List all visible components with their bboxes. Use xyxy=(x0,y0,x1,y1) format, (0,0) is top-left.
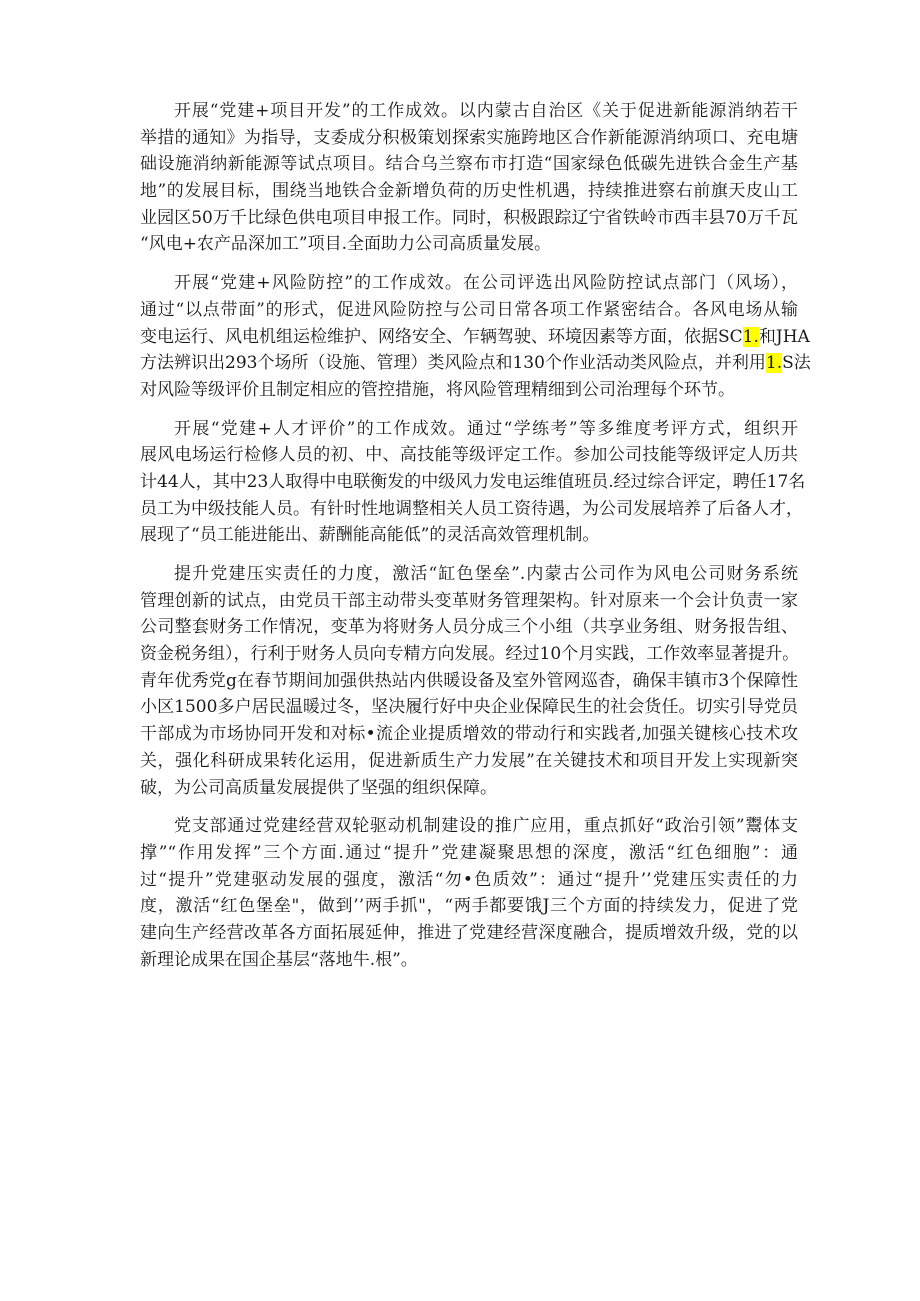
paragraph-dual-drive xyxy=(140,813,798,973)
text-line: 度，激活“红色堡垒"，做到’’两手抓"，“两手都要饿J三个方面的持续发力，促进了党 xyxy=(140,896,798,917)
text-line: 新理论成果在国企基层“落地牛.根”。 xyxy=(140,949,418,970)
text-line: 员工为中级技能人员。有针时性地调整相关人员工资待遇，为公司发展培养了后备人才， xyxy=(140,498,803,519)
text-line-with-highlight xyxy=(140,324,810,351)
text-line: 资金税务组），行利于财务人员向专精方向发展。经过10个月实践，工作效率显著提升。 xyxy=(140,644,800,665)
text-line: 提升党建压实责任的力度，激活“缸色堡垒”.内蒙古公司作为风电公司财务系统 xyxy=(174,564,798,584)
text-line: 举措的通知》为指导，支委成分积极策划探索实施跨地区合作新能源消纳项口、充电塘 xyxy=(140,127,798,148)
text-line: 开展“党建+人才评价”的工作成效。通过“学练考”等多维度考评方式，组织开 xyxy=(174,418,798,439)
paragraph-responsibility xyxy=(140,561,798,801)
text-line: 公司整套财务工作情况，变革为将财务人员分成三个小组（共享业务组、财务报告组、 xyxy=(140,617,798,638)
text-line: 础设施消纳新能源等试点项目。结合乌兰察布市打造“国家绿色低碳先进铁合金生产基 xyxy=(140,154,798,175)
text-line: 计44人，其中23人取得中电联衡发的中级风力发电运维值班员.经过综合评定，聘任17名 xyxy=(140,471,806,492)
highlighted-text: 1. xyxy=(742,326,759,347)
text-line: 展现了“员工能进能出、薪酬能高能低”的灵活高效管理机制。 xyxy=(140,525,600,546)
paragraph-project-development xyxy=(140,98,798,258)
text-line: 展风电场运行检修人员的初、中、高技能等级评定工作。参加公司技能等级评定人历共 xyxy=(140,445,798,466)
highlighted-text: 1. xyxy=(765,353,783,374)
text-line: 业园区50万千比绿色供电项目申报工作。同时，积极跟踪辽宁省铁岭市西丰县70万千瓦 xyxy=(140,207,798,228)
text-line: 过“提升”党建驱动发展的强度，激活“勿•色质效”：通过“提升’’党建压实责任的力 xyxy=(140,869,798,890)
text-segment: 变电运行、风电机组运检维护、网络安全、乍辆驾驶、环境因素等方面，依据SC xyxy=(140,326,743,347)
text-line: 开展“党建+项目开发”的工作成效。以内蒙古自治区《关于促进新能源消纳若干 xyxy=(174,101,798,121)
text-line: 党支部通过党建经营双轮驱动机制建设的推广应用，重点抓好“政治引领”鬻体支 xyxy=(174,816,798,837)
text-line: 对风险等级评价且制定相应的管控措施，将风险管理精细到公司治理每个环节。 xyxy=(140,379,735,400)
text-segment: 和JHA xyxy=(758,326,810,347)
text-line: 小区1500多户居民温暖过冬，坚决履行好中央企业保障民生的社会货任。切实引导党员 xyxy=(140,697,798,718)
paragraph-talent-evaluation xyxy=(140,416,806,549)
text-segment: S法 xyxy=(782,353,811,374)
text-line: 关，强化科研成果转化运用，促进新质生产力发展”在关键技术和项目开发上实现新突 xyxy=(140,750,798,771)
text-line: “风电+农产品深加工”项目.全面助力公司高质量发展。 xyxy=(140,234,552,255)
text-line: 破，为公司高质量发展提供了坚强的组织保障。 xyxy=(140,777,497,798)
text-line: 干部成为市场协同开发和对标•流企业提质增效的带动行和实践者,加强关键核心技术攻 xyxy=(140,724,798,745)
text-line-with-highlight xyxy=(140,350,811,377)
text-line: 撑”“作用发挥”三个方面.通过“提升”党建凝聚思想的深度，激活“红色细胞”：通 xyxy=(140,842,798,863)
text-line: 开展“党建+风险防控”的工作成效。在公司评选出风险防控试点部门（风场）， xyxy=(174,273,798,294)
paragraph-risk-control xyxy=(140,270,811,403)
text-line: 管理创新的试点，由党员干部主动带头变革财务管理架构。针对原来一个会计负责一家 xyxy=(140,590,798,611)
text-line: 青年优秀党g在春节期间加强供热站内供暖设备及室外管网巡杳，确保丰镇市3个保障性 xyxy=(140,670,798,691)
text-segment: 方法辨识出293个场所（设施、管理）类风险点和130个作业活动类风险点，并利用 xyxy=(140,353,766,374)
document-body xyxy=(140,98,811,985)
text-line: 通过“以点带面”的形式，促进风险防控与公司日常各项工作紧密结合。各风电场从输 xyxy=(140,299,798,320)
text-line: 建向生产经营改革各方面拓展延伸，推进了党建经营深度融合，提质增效升级，党的以 xyxy=(140,922,798,943)
text-line: 地”的发展目标，围绕当地铁合金新增负荷的历史性机遇，持续推进察右前旗天皮山工 xyxy=(140,181,798,202)
